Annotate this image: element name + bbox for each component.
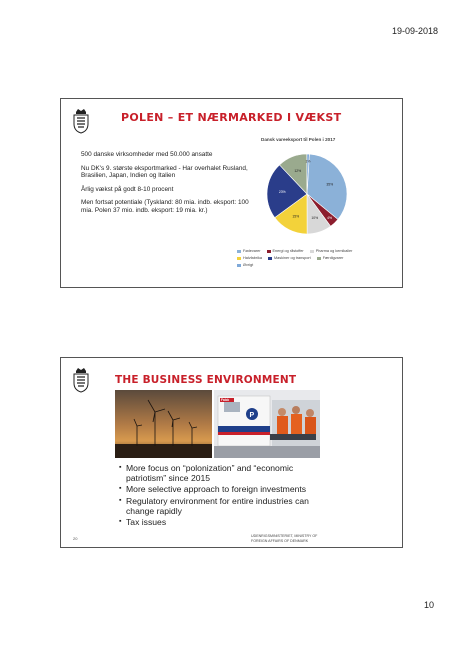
legend-item bbox=[237, 263, 253, 267]
slide-bullets bbox=[119, 463, 334, 528]
legend-swatch bbox=[267, 250, 271, 253]
legend-label: Pharma og kemikalier bbox=[315, 249, 353, 253]
royal-crest-icon bbox=[72, 367, 90, 393]
bullet-text: 500 danske virksomheder med 50.000 ansatte bbox=[81, 151, 213, 158]
bullet-text: Årlig vækst på godt 8-10 procent bbox=[81, 185, 174, 193]
footer-line: UDENRIGSMINISTERIET, MINISTRY OF bbox=[251, 534, 318, 539]
legend-swatch bbox=[237, 264, 241, 267]
legend-item bbox=[267, 249, 304, 253]
slide-polen bbox=[60, 98, 403, 288]
bullet-text: Nu DK's 9. største eksportmarked - Har overhalet Rusland, Brasilien, Japan, Indien og Italien bbox=[81, 164, 248, 180]
page-number: 10 bbox=[423, 600, 434, 610]
chart-title: Dansk vareeksport til Polen i 2017 bbox=[261, 137, 336, 142]
legend-row bbox=[237, 256, 397, 260]
wind-turbines-photo bbox=[115, 390, 212, 458]
legend-label: Maskiner og transport bbox=[274, 256, 311, 260]
pie-data-label: 4% bbox=[327, 216, 332, 221]
legend-row bbox=[237, 249, 397, 253]
legend-label: Færdigvarer bbox=[322, 256, 344, 260]
bullet-text: Men fortsat potentiale (Tyskland: 80 mia. indb. eksport: 100 mia. Polen 37 mio. indb. eksport: 19 mia. kr.) bbox=[81, 199, 249, 214]
bullet-text: ▪ Tax issues bbox=[119, 517, 334, 527]
pie-data-label: 1% bbox=[305, 159, 311, 164]
pie-data-label: 10% bbox=[311, 215, 319, 220]
falck-logo-text: Falck bbox=[221, 398, 230, 403]
legend-swatch bbox=[268, 257, 272, 260]
legend-swatch bbox=[310, 250, 314, 253]
slide-title: THE BUSINESS ENVIRONMENT bbox=[115, 374, 297, 386]
slide-number: 20 bbox=[73, 536, 78, 541]
ambulance-photo bbox=[214, 390, 320, 458]
legend-swatch bbox=[237, 250, 241, 253]
bullet-text: ▪ Regulatory environment for entire industries can change rapidly bbox=[119, 496, 334, 516]
pie-data-label: 23% bbox=[278, 189, 286, 194]
legend-item bbox=[317, 256, 344, 260]
slide-bullets bbox=[81, 151, 256, 221]
bullet-text: ▪ More selective approach to foreign investments bbox=[119, 484, 334, 494]
svg-text:P: P bbox=[249, 412, 255, 419]
legend-item bbox=[310, 249, 353, 253]
slide-business-environment bbox=[60, 357, 403, 548]
legend-swatch bbox=[237, 257, 241, 260]
legend-label: Øvrigt bbox=[243, 263, 254, 267]
legend-item bbox=[237, 256, 262, 260]
bullet-text: ▪ More focus on “polonization” and “economic patriotism” since 2015 bbox=[119, 463, 334, 483]
legend-item bbox=[237, 249, 261, 253]
legend-label: Fødevarer bbox=[243, 249, 261, 253]
legend-item bbox=[268, 256, 311, 260]
legend-label: Energi og råstoffer bbox=[272, 249, 304, 253]
pie-data-label: 12% bbox=[294, 169, 302, 174]
page-date: 19-09-2018 bbox=[391, 26, 438, 36]
pie-data-label: 35% bbox=[326, 182, 334, 187]
legend-label: Halvfabrika bbox=[243, 256, 262, 260]
footer-line: FOREIGN AFFAIRS OF DENMARK bbox=[251, 538, 309, 543]
slide-title: POLEN – ET NÆRMARKED I VÆKST bbox=[121, 111, 342, 124]
legend-swatch bbox=[317, 257, 321, 260]
export-pie-chart bbox=[257, 149, 357, 239]
legend-row bbox=[237, 263, 397, 267]
footer-organization bbox=[251, 534, 351, 543]
royal-crest-icon bbox=[72, 108, 90, 134]
pie-data-label: 15% bbox=[292, 214, 300, 219]
chart-legend bbox=[237, 249, 397, 270]
